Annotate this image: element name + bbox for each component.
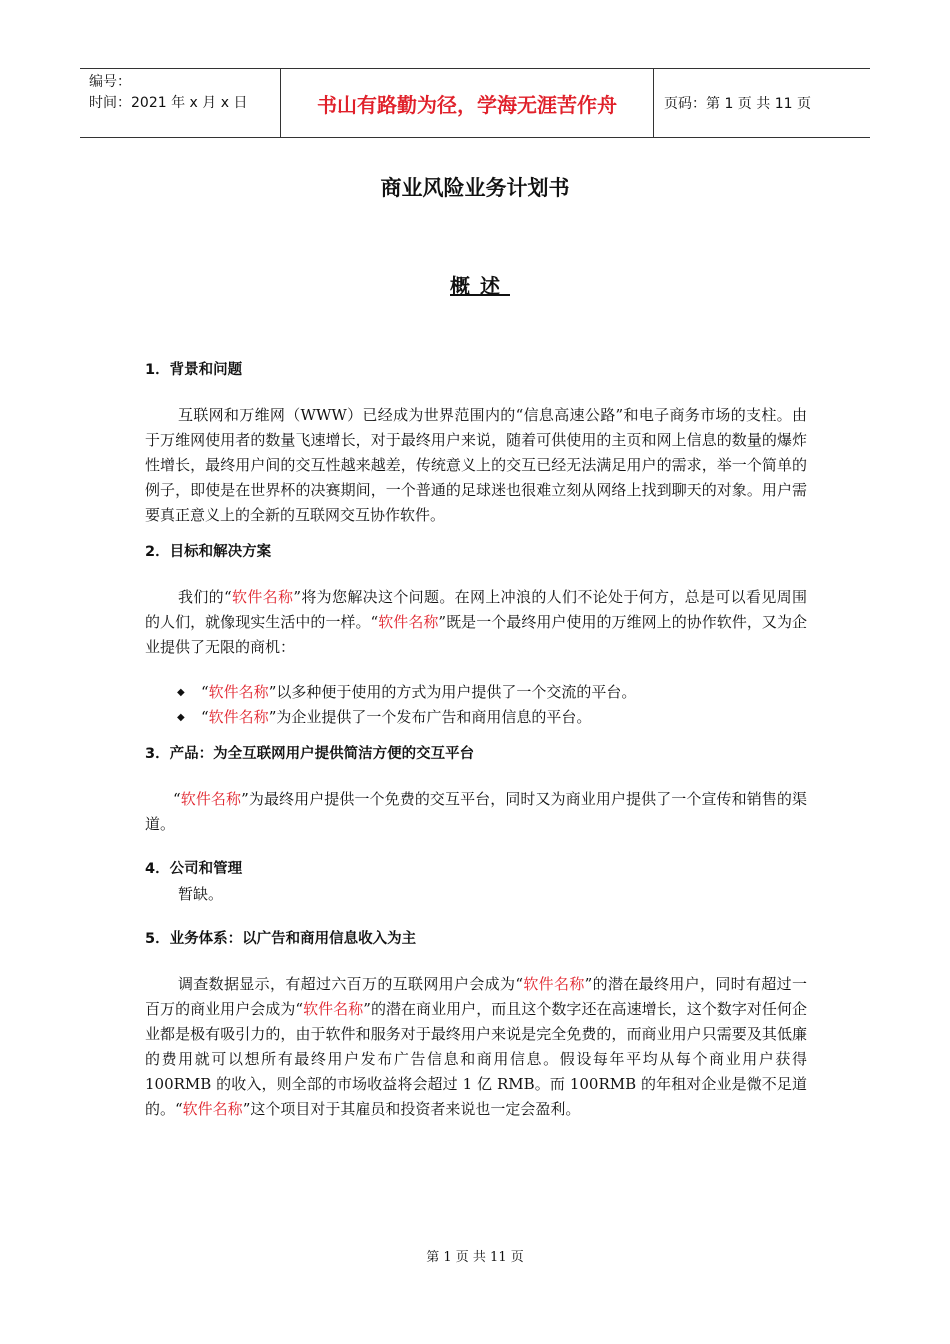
header-page-info: 页码：第 1 页 共 11 页 [664, 96, 811, 112]
section-3-paragraph: “软件名称”为最终用户提供一个免费的交互平台，同时又为商业用户提供了一个宣传和销售的渠道。 [145, 790, 807, 833]
overview-title: 概述 [450, 274, 510, 298]
section-1-heading: 1．背景和问题 [145, 362, 243, 378]
section-5-heading: 5．业务体系：以广告和商用信息收入为主 [145, 931, 417, 947]
product-name: 软件名称 [208, 683, 269, 701]
section-2-heading: 2．目标和解决方案 [145, 544, 272, 560]
product-name: 软件名称 [378, 613, 439, 631]
section-5-paragraph: 调查数据显示，有超过六百万的互联网用户会成为“软件名称”的潜在最终用户，同时有超过一百万的商业用户会成为“软件名称”的潜在商业用户，而且这个数字还在高速增长，这个数字对任何企业都是极有吸引力的，由于软件和服务对于最终用户来说是完全免费的，而商业用户只需要及其低廉的费用就可以想所有最终用户发布广告信息和商用信息。假设每年平均从每个商业用户获得 100RMB 的收入，则全部的市场收益将会超过 1 亿 RMB。而 100RMB 的年租对企业是微不足道的。“软件名称”这个项目对于其雇员和投资者来说也一定会盈利。 [145, 975, 807, 1118]
list-item: ◆ “软件名称”为企业提供了一个发布广告和商用信息的平台。 [177, 705, 807, 730]
product-name: 软件名称 [231, 588, 294, 606]
list-item: ◆ “软件名称”以多种便于使用的方式为用户提供了一个交流的平台。 [177, 680, 807, 705]
document-title: 商业风险业务计划书 [380, 176, 570, 200]
header-table [80, 68, 870, 138]
header-meta [80, 69, 281, 137]
time-label: 时间：2021 年 x 月 x 日 [89, 95, 248, 111]
header-motto: 书山有路勤为径，学海无涯苦作舟 [281, 69, 654, 137]
section-2-paragraph: 我们的“软件名称”将为您解决这个问题。在网上冲浪的人们不论处于何方，总是可以看见周围的人们，就像现实生活中的一样。“软件名称”既是一个最终用户使用的万维网上的协作软件，又为企业提供了无限的商机： [145, 588, 807, 656]
document-body [145, 358, 807, 1122]
number-label: 编号： [89, 74, 131, 90]
section-1-paragraph: 互联网和万维网（WWW）已经成为世界范围内的“信息高速公路”和电子商务市场的支柱。由于万维网使用者的数量飞速增长，对于最终用户来说，随着可供使用的主页和网上信息的数量的爆炸性增长，最终用户间的交互性越来越差，传统意义上的交互已经无法满足用户的需求，举一个简单的例子，即使是在世界杯的决赛期间，一个普通的足球迷也很难立刻从网络上找到聊天的对象。用户需要真正意义上的全新的互联网交互协作软件。 [145, 406, 807, 524]
diamond-bullet-icon: ◆ [177, 712, 185, 723]
diamond-bullet-icon: ◆ [177, 687, 185, 698]
product-name: 软件名称 [303, 1000, 364, 1018]
product-name: 软件名称 [180, 790, 242, 808]
overview-title-wrap [0, 270, 950, 299]
section-4-heading: 4．公司和管理 [145, 861, 243, 877]
product-name: 软件名称 [208, 708, 269, 726]
page-footer: 第 1 页 共 11 页 [426, 1250, 524, 1265]
section-3-heading: 3．产品：为全互联网用户提供简洁方便的交互平台 [145, 746, 475, 762]
product-name: 软件名称 [182, 1100, 243, 1118]
product-name: 软件名称 [523, 975, 585, 993]
section-4-paragraph: 暂缺。 [178, 885, 224, 903]
